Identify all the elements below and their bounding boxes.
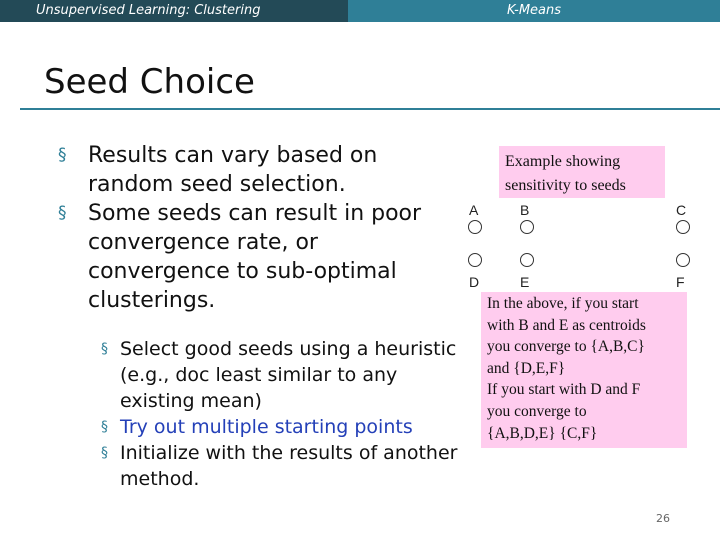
sub-bullet-item: [101, 440, 471, 492]
bullet-marker-icon: §: [101, 419, 108, 435]
callout-line: you converge to: [487, 402, 587, 420]
bullet-marker-icon: §: [101, 341, 108, 357]
point-d-circle-icon: [468, 253, 482, 267]
point-b-circle-icon: [520, 220, 534, 234]
callout-line: In the above, if you start: [487, 295, 639, 312]
bullet-marker-icon: §: [58, 145, 67, 165]
bullet-item: [58, 141, 448, 199]
header-section-title: K-Means: [348, 0, 720, 22]
sub-bullet-item: [101, 336, 471, 414]
bullet-text: Some seeds can result in poor convergence rate, or convergence to sub-optimal clusterings.: [88, 201, 422, 313]
sub-bullet-item: [101, 414, 471, 440]
sub-bullet-text: Initialize with the results of another method.: [120, 442, 458, 490]
header-bar: [0, 0, 720, 22]
callout-line: with B and E as centroids: [487, 316, 646, 334]
point-f-circle-icon: [676, 253, 690, 267]
title-divider: [20, 108, 720, 110]
point-c-circle-icon: [676, 220, 690, 234]
bullet-text: Results can vary based on random seed selection.: [88, 143, 378, 197]
point-a-circle-icon: [468, 220, 482, 234]
page-number: 26: [656, 512, 670, 525]
callout-line: {A,B,D,E} {C,F}: [487, 424, 598, 442]
slide-title: Seed Choice: [44, 62, 255, 102]
main-bullet-list: [58, 141, 448, 315]
sub-bullet-text: Try out multiple starting points: [120, 416, 413, 438]
point-label-f: F: [676, 274, 685, 290]
point-label-a: A: [469, 202, 479, 218]
point-label-b: B: [520, 202, 530, 218]
bullet-item: [58, 199, 448, 315]
example-callout: Example showing sensitivity to seeds: [499, 146, 665, 198]
callout-line: If you start with D and F: [487, 381, 641, 399]
point-e-circle-icon: [520, 253, 534, 267]
header-course-title: Unsupervised Learning: Clustering: [0, 0, 348, 22]
point-label-d: D: [469, 274, 480, 290]
sub-bullet-text: Select good seeds using a heuristic (e.g., doc least similar to any existing mean): [120, 338, 457, 412]
callout-line: you converge to {A,B,C}: [487, 338, 645, 356]
bullet-marker-icon: §: [101, 445, 108, 461]
callout-line: and {D,E,F}: [487, 359, 566, 377]
point-label-e: E: [520, 274, 530, 290]
bullet-marker-icon: §: [58, 203, 67, 223]
sub-bullet-list: [101, 336, 471, 492]
point-label-c: C: [676, 202, 687, 218]
explanation-callout: [481, 292, 687, 448]
